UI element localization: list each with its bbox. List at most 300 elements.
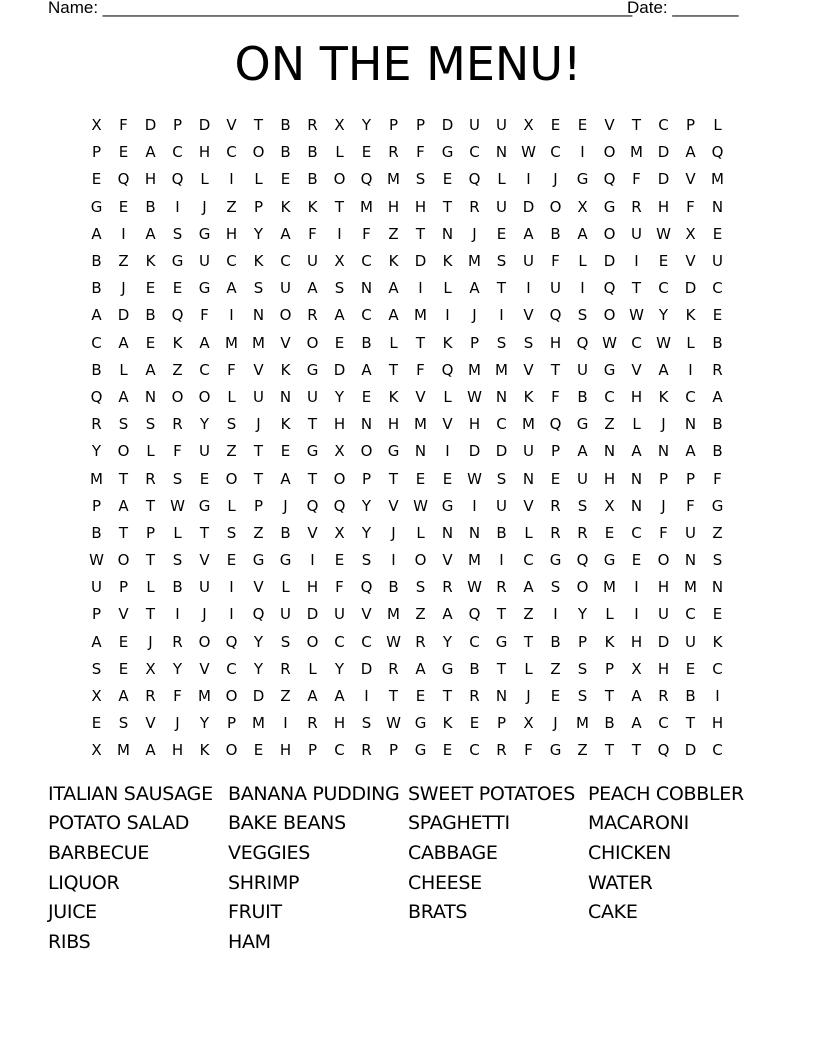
grid-letter: Q	[333, 496, 346, 515]
grid-letter: F	[335, 578, 344, 597]
grid-letter: Q	[711, 143, 724, 162]
grid-letter: B	[685, 687, 696, 706]
grid-letter: S	[253, 279, 264, 298]
grid-letter: T	[388, 687, 399, 706]
grid-letter: Z	[172, 360, 183, 379]
word-list-row	[48, 779, 768, 809]
grid-letter: H	[144, 170, 157, 189]
word-list-item: BAKE BEANS	[228, 812, 346, 835]
grid-letter: O	[333, 170, 346, 189]
grid-letter: U	[496, 116, 507, 135]
grid-letter: E	[226, 551, 237, 570]
grid-letter: V	[361, 605, 372, 624]
grid-letter: E	[361, 387, 372, 406]
grid-letter: W	[602, 333, 617, 352]
grid-letter: D	[522, 197, 535, 216]
grid-letter: V	[253, 578, 264, 597]
grid-letter: T	[496, 659, 507, 678]
grid-letter: V	[523, 306, 534, 325]
grid-letter: V	[685, 252, 696, 271]
grid-letter: X	[685, 224, 696, 243]
grid-letter: E	[550, 469, 561, 488]
grid-letter: H	[333, 714, 346, 733]
grid-letter: E	[712, 605, 723, 624]
grid-letter: S	[577, 687, 588, 706]
grid-letter: B	[307, 170, 318, 189]
grid-letter: G	[549, 551, 562, 570]
grid-letter: B	[469, 659, 480, 678]
grid-letter: G	[711, 496, 724, 515]
grid-letter: U	[91, 578, 102, 597]
grid-letter: K	[523, 387, 534, 406]
grid-letter: C	[658, 116, 669, 135]
grid-letter: T	[496, 605, 507, 624]
grid-letter: O	[576, 578, 589, 597]
grid-letter: B	[172, 578, 183, 597]
grid-letter: Z	[577, 741, 588, 760]
grid-letter: A	[334, 687, 345, 706]
grid-letter: A	[145, 741, 156, 760]
grid-row	[83, 737, 731, 764]
grid-letter: L	[146, 578, 155, 597]
grid-letter: U	[199, 578, 210, 597]
grid-letter: I	[121, 224, 126, 243]
grid-letter: S	[226, 415, 237, 434]
grid-letter: O	[117, 551, 130, 570]
grid-row	[83, 357, 731, 384]
word-list-row	[48, 838, 768, 868]
grid-row	[83, 302, 731, 329]
grid-letter: D	[360, 659, 373, 678]
grid-letter: B	[91, 360, 102, 379]
grid-letter: I	[634, 605, 639, 624]
grid-row	[83, 384, 731, 411]
grid-letter: P	[361, 469, 372, 488]
grid-letter: I	[715, 687, 720, 706]
grid-letter: A	[712, 387, 723, 406]
grid-letter: J	[526, 687, 531, 706]
grid-letter: L	[254, 170, 263, 189]
grid-letter: D	[333, 360, 346, 379]
grid-letter: V	[442, 415, 453, 434]
grid-letter: T	[199, 523, 210, 542]
word-list-row	[48, 868, 768, 898]
grid-letter: C	[469, 632, 480, 651]
grid-letter: L	[416, 523, 425, 542]
grid-row	[83, 194, 731, 221]
grid-letter: C	[469, 741, 480, 760]
grid-letter: R	[307, 116, 318, 135]
grid-letter: O	[414, 551, 427, 570]
grid-letter: Y	[361, 496, 372, 515]
grid-letter: F	[551, 387, 560, 406]
grid-letter: S	[415, 578, 426, 597]
grid-letter: D	[441, 116, 454, 135]
grid-letter: P	[253, 496, 264, 515]
grid-letter: N	[711, 197, 724, 216]
grid-letter: U	[496, 496, 507, 515]
grid-letter: M	[387, 605, 400, 624]
grid-letter: M	[468, 360, 481, 379]
grid-letter: S	[712, 551, 723, 570]
grid-letter: B	[307, 143, 318, 162]
grid-letter: H	[279, 741, 292, 760]
grid-letter: E	[199, 469, 210, 488]
grid-letter: S	[415, 170, 426, 189]
grid-letter: M	[252, 333, 265, 352]
grid-letter: Q	[171, 306, 184, 325]
word-list-item: MACARONI	[588, 812, 689, 835]
grid-letter: C	[334, 632, 345, 651]
grid-letter: F	[308, 224, 317, 243]
grid-letter: Y	[253, 659, 264, 678]
word-list-item: CAKE	[588, 901, 638, 924]
grid-row	[83, 330, 731, 357]
grid-letter: I	[229, 170, 234, 189]
grid-letter: T	[631, 279, 642, 298]
grid-letter: L	[308, 659, 317, 678]
grid-letter: C	[226, 659, 237, 678]
grid-letter: N	[360, 279, 373, 298]
grid-letter: P	[658, 469, 669, 488]
grid-letter: V	[226, 116, 237, 135]
grid-letter: S	[523, 333, 534, 352]
word-list-item: SHRIMP	[228, 871, 300, 894]
grid-letter: T	[253, 469, 264, 488]
grid-letter: F	[632, 170, 641, 189]
grid-letter: S	[172, 469, 183, 488]
grid-letter: M	[522, 415, 535, 434]
grid-letter: O	[279, 306, 292, 325]
grid-letter: D	[252, 687, 265, 706]
grid-letter: U	[307, 387, 318, 406]
grid-letter: A	[523, 578, 534, 597]
grid-letter: A	[631, 714, 642, 733]
grid-letter: F	[524, 741, 533, 760]
grid-letter: R	[658, 687, 669, 706]
grid-letter: U	[685, 523, 696, 542]
grid-letter: F	[227, 360, 236, 379]
grid-letter: L	[524, 659, 533, 678]
date-field-line: Date: _______	[627, 0, 739, 17]
grid-letter: L	[605, 605, 614, 624]
grid-letter: B	[145, 306, 156, 325]
grid-letter: Y	[91, 442, 102, 461]
grid-letter: S	[334, 279, 345, 298]
grid-letter: P	[253, 197, 264, 216]
grid-letter: A	[199, 333, 210, 352]
grid-letter: G	[549, 741, 562, 760]
grid-letter: F	[200, 306, 209, 325]
grid-letter: D	[657, 143, 670, 162]
grid-letter: F	[173, 442, 182, 461]
grid-letter: J	[553, 714, 558, 733]
grid-letter: Z	[604, 415, 615, 434]
grid-letter: H	[387, 415, 400, 434]
grid-letter: Y	[577, 605, 588, 624]
grid-letter: E	[469, 714, 480, 733]
grid-letter: W	[89, 551, 104, 570]
grid-row	[83, 629, 731, 656]
grid-letter: O	[360, 442, 373, 461]
grid-letter: E	[118, 659, 129, 678]
grid-letter: E	[658, 252, 669, 271]
grid-letter: I	[337, 224, 342, 243]
grid-letter: M	[252, 714, 265, 733]
grid-letter: X	[91, 687, 102, 706]
grid-letter: M	[576, 714, 589, 733]
grid-letter: Y	[361, 523, 372, 542]
grid-letter: R	[469, 687, 480, 706]
grid-letter: I	[580, 143, 585, 162]
grid-letter: U	[550, 279, 561, 298]
grid-letter: C	[361, 632, 372, 651]
grid-letter: V	[199, 551, 210, 570]
grid-letter: B	[550, 224, 561, 243]
grid-letter: C	[199, 360, 210, 379]
grid-letter: C	[496, 415, 507, 434]
grid-letter: A	[118, 496, 129, 515]
grid-letter: K	[604, 632, 615, 651]
grid-letter: O	[333, 469, 346, 488]
grid-letter: D	[468, 442, 481, 461]
grid-row	[83, 520, 731, 547]
grid-letter: E	[631, 551, 642, 570]
grid-letter: I	[364, 687, 369, 706]
grid-letter: M	[117, 741, 130, 760]
grid-letter: A	[361, 360, 372, 379]
grid-letter: C	[280, 252, 291, 271]
grid-letter: C	[685, 387, 696, 406]
grid-letter: K	[280, 360, 291, 379]
grid-letter: S	[361, 551, 372, 570]
grid-letter: V	[523, 496, 534, 515]
grid-letter: R	[415, 632, 426, 651]
grid-letter: C	[712, 659, 723, 678]
grid-letter: F	[551, 252, 560, 271]
grid-letter: N	[630, 469, 643, 488]
grid-letter: V	[118, 605, 129, 624]
grid-letter: K	[712, 632, 723, 651]
grid-row	[83, 683, 731, 710]
grid-letter: I	[688, 360, 693, 379]
grid-letter: S	[361, 714, 372, 733]
grid-letter: G	[279, 551, 292, 570]
grid-letter: X	[334, 523, 345, 542]
grid-letter: U	[307, 252, 318, 271]
grid-letter: F	[686, 496, 695, 515]
grid-letter: D	[684, 741, 697, 760]
grid-letter: I	[229, 578, 234, 597]
word-list-item: CHEESE	[408, 871, 482, 894]
grid-letter: I	[526, 279, 531, 298]
grid-letter: H	[387, 197, 400, 216]
grid-letter: V	[388, 496, 399, 515]
grid-letter: O	[657, 551, 670, 570]
grid-letter: A	[334, 306, 345, 325]
grid-letter: F	[173, 687, 182, 706]
word-list-item: BARBECUE	[48, 841, 150, 864]
grid-letter: W	[656, 333, 671, 352]
grid-letter: Q	[90, 387, 103, 406]
grid-letter: G	[441, 659, 454, 678]
grid-letter: G	[387, 442, 400, 461]
grid-letter: E	[145, 333, 156, 352]
grid-letter: F	[659, 523, 668, 542]
grid-letter: Q	[360, 170, 373, 189]
grid-letter: J	[202, 605, 207, 624]
grid-letter: E	[496, 224, 507, 243]
grid-letter: R	[172, 632, 183, 651]
grid-letter: M	[468, 252, 481, 271]
grid-letter: K	[307, 197, 318, 216]
grid-letter: A	[685, 143, 696, 162]
grid-letter: Q	[117, 170, 130, 189]
grid-letter: O	[171, 387, 184, 406]
grid-letter: A	[145, 143, 156, 162]
grid-letter: I	[175, 605, 180, 624]
grid-letter: S	[118, 714, 129, 733]
grid-letter: F	[713, 469, 722, 488]
grid-letter: V	[442, 551, 453, 570]
grid-row	[83, 465, 731, 492]
grid-row	[83, 411, 731, 438]
grid-letter: I	[634, 252, 639, 271]
grid-letter: V	[145, 714, 156, 733]
grid-letter: G	[198, 279, 211, 298]
grid-letter: Q	[252, 605, 265, 624]
grid-letter: B	[496, 523, 507, 542]
page-title: ON THE MENU!	[234, 37, 582, 91]
grid-letter: G	[441, 143, 454, 162]
grid-letter: Q	[441, 360, 454, 379]
grid-letter: Q	[576, 333, 589, 352]
grid-letter: E	[442, 469, 453, 488]
grid-letter: A	[145, 224, 156, 243]
grid-letter: U	[199, 252, 210, 271]
grid-letter: M	[468, 551, 481, 570]
grid-letter: E	[118, 632, 129, 651]
grid-letter: A	[415, 659, 426, 678]
grid-letter: I	[445, 306, 450, 325]
grid-letter: B	[280, 523, 291, 542]
grid-letter: W	[521, 143, 536, 162]
grid-letter: N	[441, 523, 454, 542]
grid-letter: D	[198, 116, 211, 135]
grid-letter: O	[198, 387, 211, 406]
grid-letter: T	[415, 333, 426, 352]
grid-letter: P	[307, 741, 318, 760]
grid-letter: I	[553, 605, 558, 624]
grid-letter: S	[577, 306, 588, 325]
grid-letter: U	[658, 605, 669, 624]
grid-letter: S	[118, 415, 129, 434]
grid-letter: C	[685, 605, 696, 624]
grid-letter: V	[199, 659, 210, 678]
grid-letter: L	[524, 523, 533, 542]
word-list-item: RIBS	[48, 930, 91, 953]
grid-letter: T	[550, 360, 561, 379]
grid-letter: G	[414, 741, 427, 760]
grid-letter: Y	[253, 632, 264, 651]
grid-letter: Y	[253, 224, 264, 243]
grid-letter: E	[253, 741, 264, 760]
grid-letter: B	[91, 523, 102, 542]
grid-letter: T	[442, 197, 453, 216]
grid-letter: K	[685, 306, 696, 325]
grid-letter: P	[118, 578, 129, 597]
grid-letter: I	[229, 605, 234, 624]
grid-letter: T	[604, 687, 615, 706]
grid-letter: Z	[415, 605, 426, 624]
grid-letter: E	[334, 551, 345, 570]
grid-letter: M	[684, 578, 697, 597]
grid-letter: L	[173, 523, 182, 542]
grid-letter: G	[198, 496, 211, 515]
grid-letter: N	[495, 143, 508, 162]
grid-letter: K	[280, 415, 291, 434]
grid-letter: C	[631, 523, 642, 542]
grid-letter: P	[685, 116, 696, 135]
grid-letter: Q	[657, 741, 670, 760]
grid-letter: G	[90, 197, 103, 216]
word-list-item: POTATO SALAD	[48, 812, 190, 835]
grid-letter: L	[227, 496, 236, 515]
grid-letter: I	[526, 170, 531, 189]
grid-letter: K	[280, 197, 291, 216]
word-list-item: LIQUOR	[48, 871, 120, 894]
grid-letter: X	[334, 116, 345, 135]
grid-letter: I	[445, 442, 450, 461]
grid-letter: K	[172, 333, 183, 352]
grid-letter: M	[414, 306, 427, 325]
grid-letter: B	[712, 333, 723, 352]
word-list-item: WATER	[588, 871, 653, 894]
grid-letter: J	[283, 496, 288, 515]
grid-letter: S	[172, 551, 183, 570]
grid-letter: Q	[549, 306, 562, 325]
grid-letter: N	[711, 578, 724, 597]
grid-letter: T	[118, 523, 129, 542]
grid-letter: Q	[603, 170, 616, 189]
grid-letter: L	[281, 578, 290, 597]
grid-letter: B	[577, 387, 588, 406]
grid-letter: N	[522, 469, 535, 488]
grid-letter: B	[145, 197, 156, 216]
grid-letter: I	[229, 306, 234, 325]
grid-letter: H	[549, 333, 562, 352]
grid-letter: C	[469, 143, 480, 162]
grid-letter: N	[684, 415, 697, 434]
grid-letter: G	[603, 360, 616, 379]
grid-letter: A	[631, 442, 642, 461]
grid-letter: G	[414, 714, 427, 733]
grid-letter: H	[171, 741, 184, 760]
grid-letter: Q	[549, 415, 562, 434]
grid-letter: Q	[360, 578, 373, 597]
grid-letter: B	[280, 143, 291, 162]
grid-letter: N	[414, 442, 427, 461]
grid-letter: A	[91, 632, 102, 651]
grid-letter: V	[631, 360, 642, 379]
grid-letter: H	[657, 197, 670, 216]
grid-row	[83, 601, 731, 628]
grid-letter: K	[388, 387, 399, 406]
grid-letter: I	[634, 578, 639, 597]
grid-letter: H	[225, 224, 238, 243]
grid-letter: Z	[388, 224, 399, 243]
grid-letter: Y	[172, 659, 183, 678]
